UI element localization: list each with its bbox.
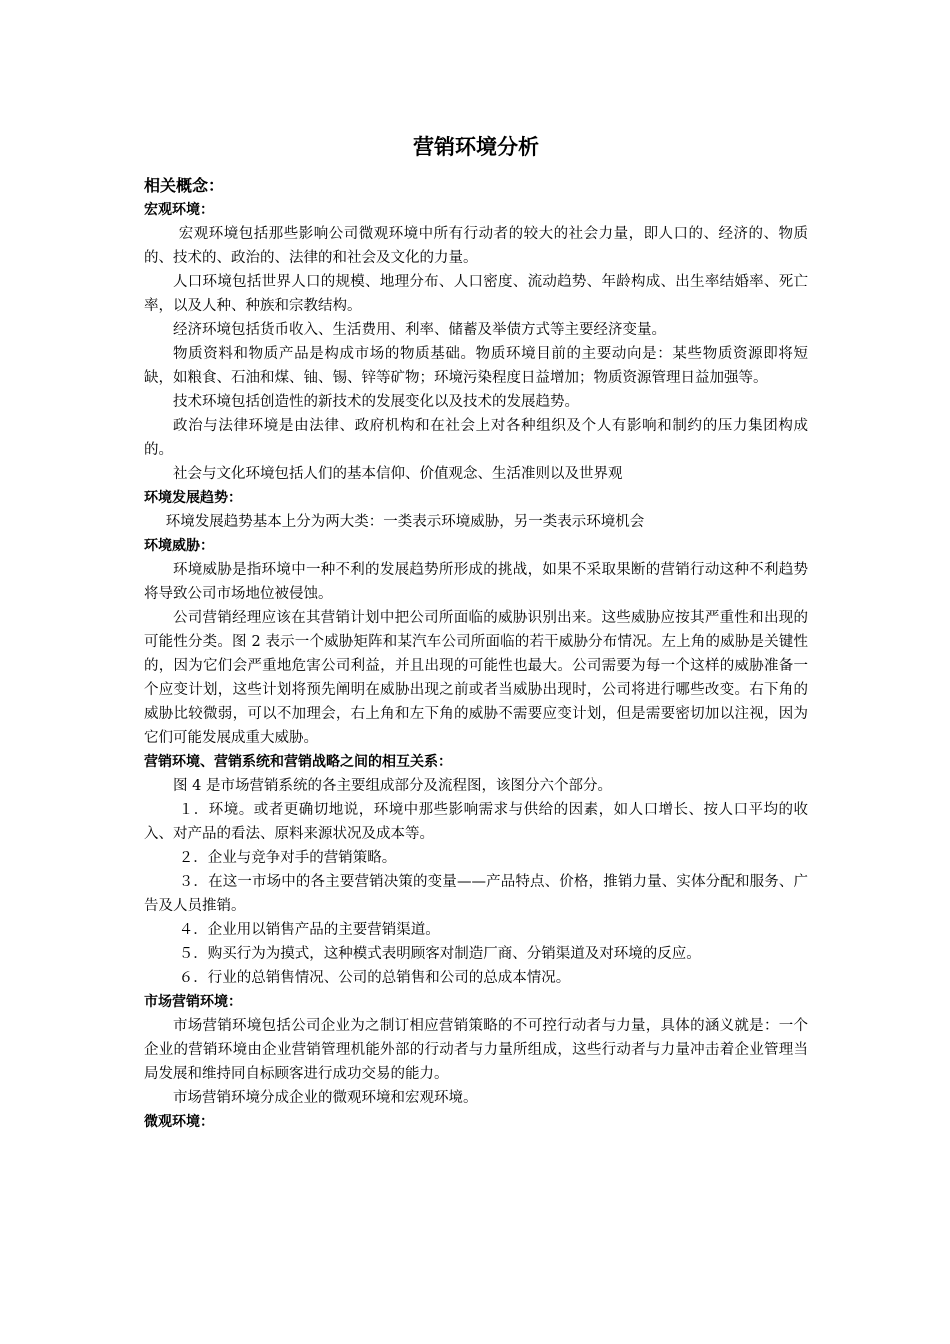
paragraph: 经济环境包括货币收入、生活费用、利率、储蓄及举债方式等主要经济变量。 [173,322,666,338]
paragraph: 宏观环境包括那些影响公司微观环境中所有行动者的较大的社会力量，即人口的、经济的、物质的、技术的、政治的、法律的和社会及文化的力量。 [144,226,808,266]
heading-market-env: 市场营销环境： [144,994,242,1010]
heading-interrelation: 营销环境、营销系统和营销战略之间的相互关系： [144,754,452,770]
paragraph: 环境威胁是指环境中一种不利的发展趋势所形成的挑战，如果不采取果断的营销行动这种不利趋势将导致公司市场地位被侵蚀。 [144,562,808,602]
heading-micro-environment: 微观环境： [144,1114,214,1130]
paragraph: 社会与文化环境包括人们的基本信仰、价值观念、生活准则以及世界观 [173,466,623,482]
paragraph: 环境发展趋势基本上分为两大类：一类表示环境威胁，另一类表示环境机会 [165,514,645,530]
list-item: ２．企业与竞争对手的营销策略。 [178,850,397,866]
list-item: ３．在这一市场中的各主要营销决策的变量——产品特点、价格，推销力量、实体分配和服务、广告及人员推销。 [144,874,808,914]
document-title: 营销环境分析 [413,135,539,159]
paragraph: 物质资料和物质产品是构成市场的物质基础。物质环境目前的主要动向是：某些物质资源即将短缺，如粮食、石油和煤、铀、锡、锌等矿物；环境污染程度日益增加；物质资源管理日益加强等。 [144,346,808,386]
paragraph: 人口环境包括世界人口的规模、地理分布、人口密度、流动趋势、年龄构成、出生率结婚率、死亡率，以及人种、种族和宗教结构。 [144,274,808,314]
heading-env-threats: 环境威胁： [144,538,214,554]
paragraph: 公司营销经理应该在其营销计划中把公司所面临的威胁识别出来。这些威胁应按其严重性和出现的可能性分类。图 2 表示一个威胁矩阵和某汽车公司所面临的若干威胁分布情况。左上角的威胁是关键性的，因为它们会严重地危害公司利益，并且出现的可能性也最大。公司需要为每一个这样的威胁准备一个应变计划，这些计划将预先阐明在威胁出现之前或者当威胁出现时，公司将进行哪些改变。右下角的威胁比较微弱，可以不加理会，右上角和左下角的威胁不需要应变计划，但是需要密切加以注视，因为它们可能发展成重大威胁。 [144,610,808,746]
paragraph: 政治与法律环境是由法律、政府机构和在社会上对各种组织及个人有影响和制约的压力集团构成的。 [144,418,808,458]
heading-env-trends: 环境发展趋势： [144,490,242,506]
paragraph: 市场营销环境分成企业的微观环境和宏观环境。 [173,1090,478,1106]
list-item: ６．行业的总销售情况、公司的总销售和公司的总成本情况。 [178,970,571,986]
paragraph: 市场营销环境包括公司企业为之制订相应营销策略的不可控行动者与力量，具体的涵义就是：一个企业的营销环境由企业营销管理机能外部的行动者与力量所组成，这些行动者与力量冲击着企业管理当局发展和维持同自标顾客进行成功交易的能力。 [144,1018,808,1082]
list-item: ５．购买行为为摸式，这种模式表明顾客对制造厂商、分销渠道及对环境的反应。 [178,946,701,962]
document-page [144,132,808,1134]
list-item: ４．企业用以销售产品的主要营销渠道。 [178,922,440,938]
paragraph: 技术环境包括创造性的新技术的发展变化以及技术的发展趋势。 [173,394,579,410]
paragraph: 图 4 是市场营销系统的各主要组成部分及流程图，该图分六个部分。 [173,778,612,794]
heading-macro-environment: 宏观环境： [144,202,214,218]
list-item: １．环境。或者更确切地说，环境中那些影响需求与供给的因素，如人口增长、按人口平均的收入、对产品的看法、原料来源状况及成本等。 [144,802,808,842]
heading-related-concepts: 相关概念： [144,176,225,195]
